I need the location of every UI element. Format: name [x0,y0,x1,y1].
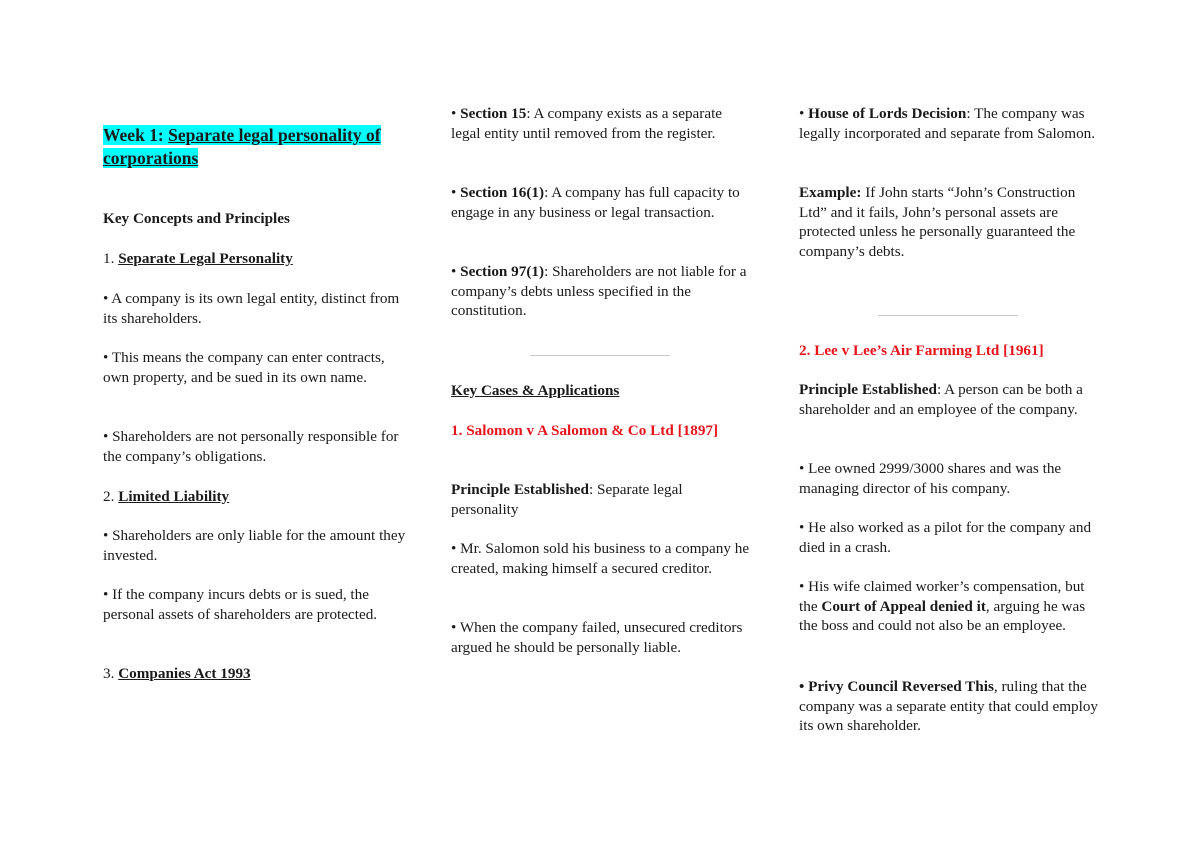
section-heading-limited-liability: 2. Limited Liability [103,488,230,505]
page-title: Week 1: Separate legal personality of corporations [103,125,381,168]
section-16-paragraph: • Section 16(1): A company has full capacity to engage in any business or legal transaction. [451,184,740,221]
divider-line [878,315,1018,316]
bullet-personal-assets-protected: • If the company incurs debts or is sued, the personal assets of shareholders are protected. [103,586,378,623]
case-1-bullet-sold-business: • Mr. Salomon sold his business to a company he created, making himself a secured creditor. [451,540,750,577]
case-1-principle: Principle Established: Separate legal personality [451,481,683,518]
case-1-bullet-company-failed: • When the company failed, unsecured creditors argued he should be personally liable. [451,619,743,656]
bullet-enter-contracts: • This means the company can enter contracts, own property, and be sued in its own name. [103,349,385,386]
case-2-title: 2. Lee v Lee’s Air Farming Ltd [1961] [799,342,1044,359]
section-15-paragraph: • Section 15: A company exists as a separate legal entity until removed from the register. [451,105,723,142]
section-heading-companies-act: 3. Companies Act 1993 [103,665,251,682]
divider-line [530,355,670,356]
case-2-bullet-shares: • Lee owned 2999/3000 shares and was the managing director of his company. [799,460,1062,497]
house-of-lords-paragraph: • House of Lords Decision: The company was legally incorporated and separate from Salomon. [799,105,1096,142]
bullet-own-legal-entity: • A company is its own legal entity, distinct from its shareholders. [103,290,400,327]
key-cases-heading: Key Cases & Applications [451,382,620,399]
section-heading-separate-legal-personality: 1. Separate Legal Personality [103,250,293,267]
example-paragraph: Example: If John starts “John’s Construction Ltd” and it fails, John’s personal assets are protected unless he personally guaranteed the company’s debts. [799,184,1076,260]
case-2-bullet-court-of-appeal: • His wife claimed worker’s compensation, but the Court of Appeal denied it, arguing he was the boss and could not also be an employee. [799,578,1086,635]
case-2-principle: Principle Established: A person can be both a shareholder and an employee of the company. [799,381,1083,418]
section-97-paragraph: • Section 97(1): Shareholders are not liable for a company’s debts unless specified in the constitution. [451,263,747,320]
case-1-title: 1. Salomon v A Salomon & Co Ltd [1897] [451,422,719,439]
case-2-bullet-pilot: • He also worked as a pilot for the company and died in a crash. [799,519,1092,556]
bullet-liable-amount-invested: • Shareholders are only liable for the amount they invested. [103,527,406,564]
key-concepts-heading: Key Concepts and Principles [103,210,290,227]
case-2-bullet-privy-council: • Privy Council Reversed This, ruling that the company was a separate entity that could employ its own shareholder. [799,678,1099,735]
bullet-not-personally-responsible: • Shareholders are not personally responsible for the company’s obligations. [103,428,399,465]
